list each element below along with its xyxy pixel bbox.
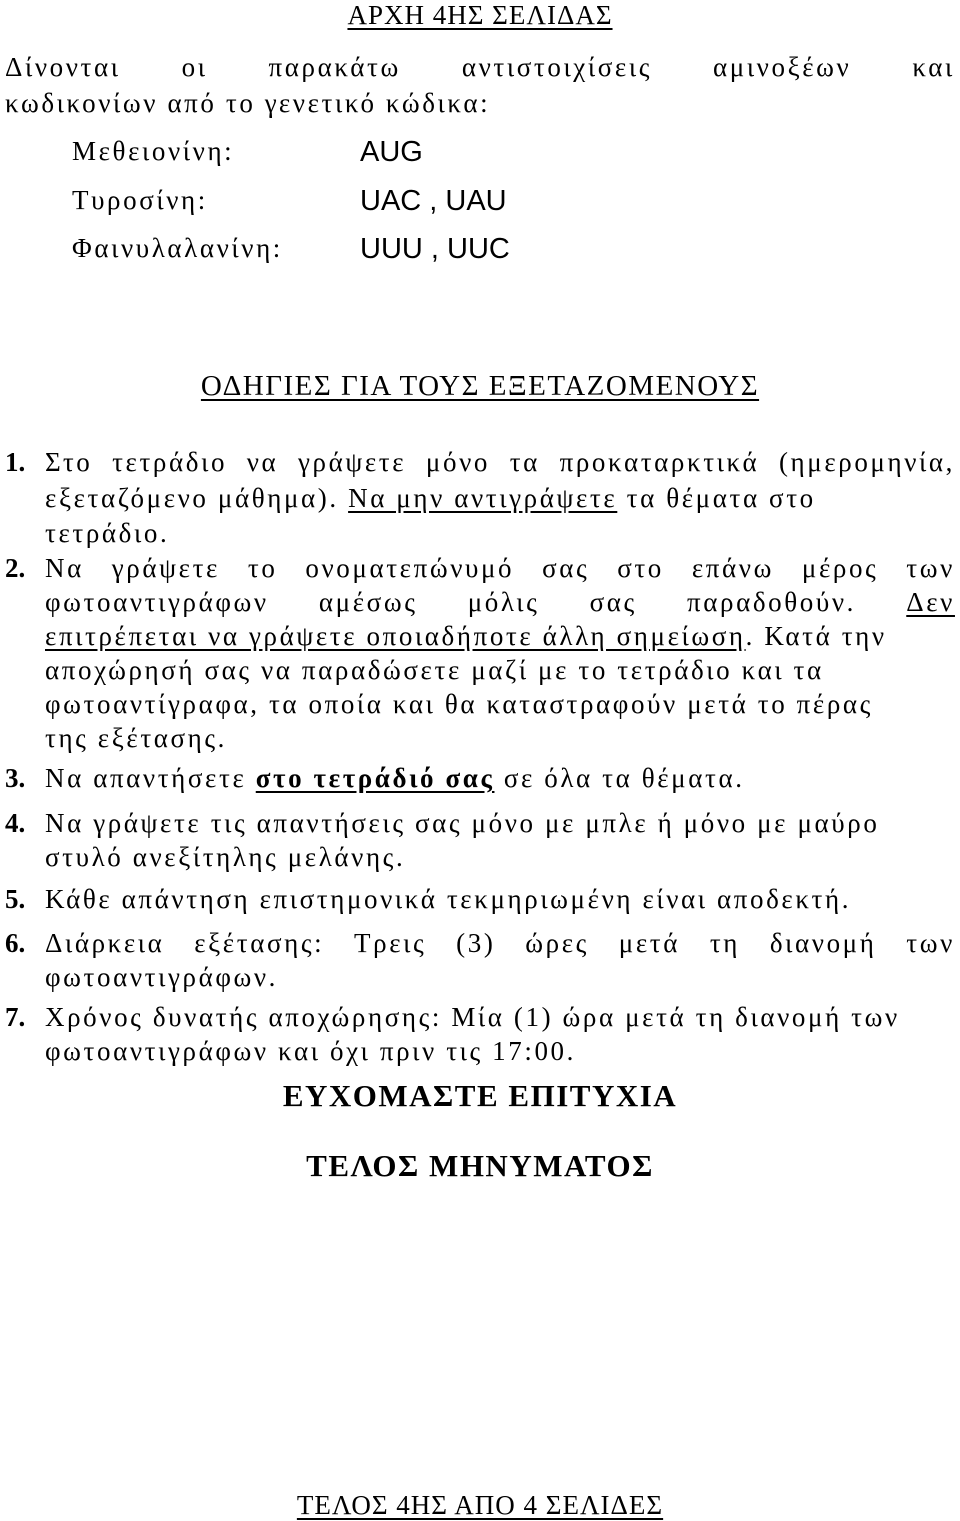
word: να: [246, 447, 279, 477]
instruction-2-line-4: αποχώρησή σας να παραδώσετε μαζί με το τετράδιο και τα: [45, 655, 824, 685]
instruction-2-line-6: της εξέτασης.: [45, 723, 228, 753]
instruction-4-line-2: στυλό ανεξίτηλης μελάνης.: [45, 842, 406, 872]
instruction-3-line-1: Να απαντήσετε στο τετράδιό σας σε όλα τα θέματα.: [45, 763, 745, 793]
word: φωτοαντιγράφων: [45, 587, 269, 617]
word: μετά: [618, 928, 680, 958]
item-number: 3.: [5, 763, 26, 793]
page-footer: ΤΕΛΟΣ 4ΗΣ ΑΠΟ 4 ΣΕΛΙΔΕΣ: [296, 1490, 664, 1520]
word: εξέτασης:: [194, 928, 325, 958]
intro-line-1: [5, 52, 955, 83]
amino-acid-label: Τυροσίνη:: [72, 185, 208, 215]
word: μέρος: [801, 553, 879, 583]
word: Δίνονται: [5, 52, 121, 82]
word: (ημερομηνία,: [778, 447, 955, 477]
word: Τρεις: [354, 928, 427, 958]
instruction-7-line-1: Χρόνος δυνατής αποχώρησης: Μία (1) ώρα μετά τη διανομή των: [45, 1002, 900, 1032]
amino-acid-label: Φαινυλαλανίνη:: [72, 233, 283, 263]
word: το: [247, 553, 278, 583]
word: γράψετε: [111, 553, 220, 583]
word: μόλις: [467, 587, 540, 617]
word: διανομή: [769, 928, 877, 958]
instruction-5-line-1: Κάθε απάντηση επιστημονικά τεκμηριωμένη είναι αποδεκτή.: [45, 884, 852, 914]
underlined-text: επιτρέπεται να γράψετε οποιαδήποτε άλλη σημείωση: [45, 621, 746, 651]
instruction-2-line-5: φωτοαντίγραφα, τα οποία και θα καταστραφούν μετά το πέρας: [45, 689, 873, 719]
instruction-1-line-3: τετράδιο.: [45, 518, 170, 548]
instruction-7-line-2: φωτοαντιγράφων και όχι πριν τις 17:00.: [45, 1036, 576, 1066]
word: Δεν: [906, 587, 955, 617]
underlined-text: Να μην αντιγράψετε: [348, 483, 618, 513]
codon-value: AUG: [360, 136, 423, 168]
word: σας: [542, 553, 590, 583]
word: τη: [709, 928, 740, 958]
end-message-heading: ΤΕΛΟΣ ΜΗΝΥΜΑΤΟΣ: [306, 1148, 654, 1183]
word: τα: [509, 447, 540, 477]
word: προκαταρκτικά: [559, 447, 760, 477]
word: σας: [589, 587, 637, 617]
instruction-2-line-3: επιτρέπεται να γράψετε οποιαδήποτε άλλη σημείωση. Κατά την: [45, 621, 887, 651]
word: των: [906, 553, 955, 583]
word: Στο: [45, 447, 93, 477]
word: ώρες: [525, 928, 589, 958]
instruction-1-line-2: εξεταζόμενο μάθημα). Να μην αντιγράψετε τα θέματα στο: [45, 483, 816, 513]
instructions-title: ΟΔΗΓΙΕΣ ΓΙΑ ΤΟΥΣ ΕΞΕΤΑΖΟΜΕΝΟΥΣ: [200, 370, 760, 402]
word: τετράδιο: [112, 447, 228, 477]
instruction-2-line-1: [45, 553, 955, 584]
instruction-4-line-1: Να γράψετε τις απαντήσεις σας μόνο με μπλε ή μόνο με μαύρο: [45, 808, 880, 838]
instruction-2-line-2: [45, 587, 955, 618]
wish-heading: ΕΥΧΟΜΑΣΤΕ ΕΠΙΤΥΧΙΑ: [282, 1078, 678, 1113]
word: αμέσως: [318, 587, 418, 617]
item-number: 7.: [5, 1002, 26, 1032]
instruction-6-line-1: [45, 928, 955, 959]
intro-line-2: κωδικονίων από το γενετικό κώδικα:: [5, 88, 491, 118]
word: παραδοθούν.: [687, 587, 857, 617]
word: στο: [617, 553, 664, 583]
instruction-6-line-2: φωτοαντιγράφων.: [45, 962, 279, 992]
item-number: 5.: [5, 884, 26, 914]
word: Να: [45, 553, 84, 583]
codon-value: UAC , UAU: [360, 185, 507, 217]
word: ονοματεπώνυμό: [305, 553, 515, 583]
word: μόνο: [425, 447, 490, 477]
word: αμινοξέων: [713, 52, 852, 82]
word: αντιστοιχίσεις: [461, 52, 653, 82]
word: παρακάτω: [268, 52, 401, 82]
item-number: 6.: [5, 928, 26, 958]
underlined-bold-text: στο τετράδιό σας: [255, 763, 495, 793]
instruction-1-line-1: [45, 447, 955, 478]
codon-value: UUU , UUC: [360, 233, 510, 265]
word: οι: [181, 52, 208, 82]
word: Διάρκεια: [45, 928, 165, 958]
word: (3): [456, 928, 496, 958]
word: επάνω: [691, 553, 774, 583]
item-number: 2.: [5, 553, 26, 583]
amino-acid-label: Μεθειονίνη:: [72, 136, 235, 166]
word: γράψετε: [298, 447, 407, 477]
item-number: 1.: [5, 447, 26, 477]
item-number: 4.: [5, 808, 26, 838]
word: και: [912, 52, 955, 82]
page-header: ΑΡΧΗ 4ΗΣ ΣΕΛΙΔΑΣ: [347, 0, 613, 30]
word: των: [906, 928, 955, 958]
